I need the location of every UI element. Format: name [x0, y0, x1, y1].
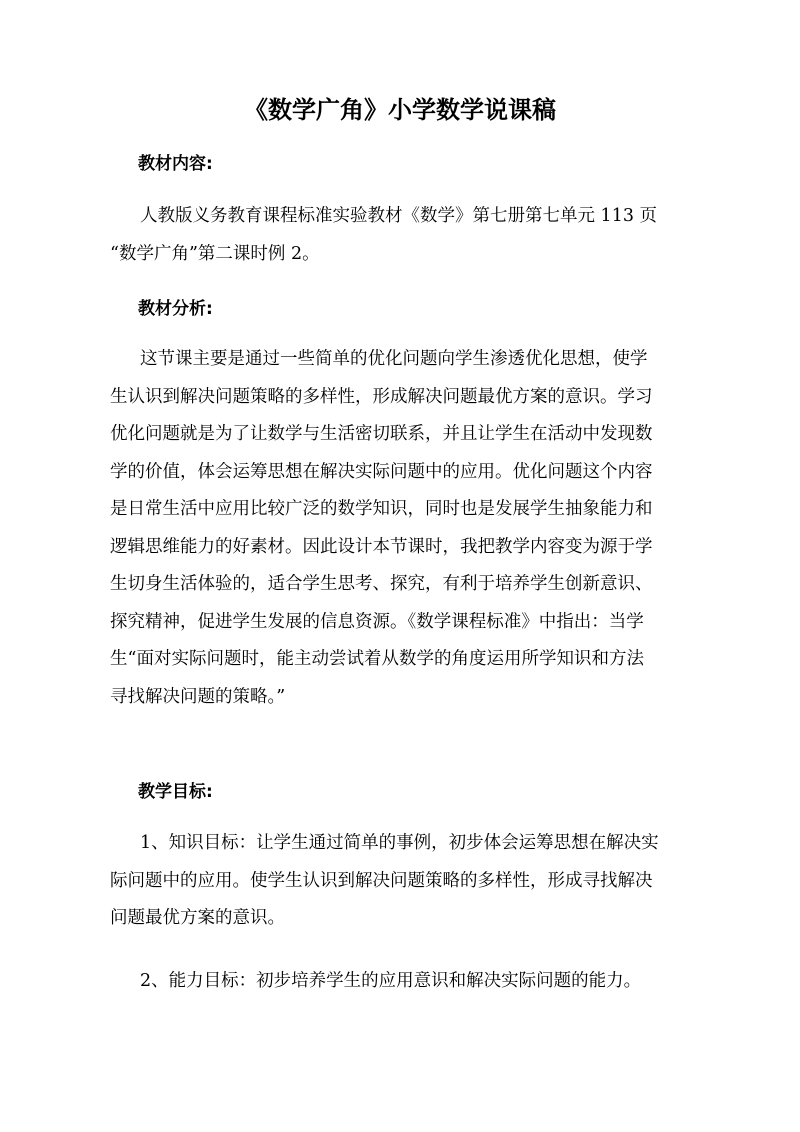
- paragraph-line: 生切身生活体验的，适合学生思考、探究，有利于培养学生创新意识、: [110, 574, 653, 594]
- paragraph-line: 逻辑思维能力的好素材。因此设计本节课时，我把教学内容变为源于学: [110, 536, 653, 557]
- document-title: 《数学广角》小学数学说课稿: [244, 96, 556, 124]
- paragraph-textbook-content: [110, 198, 700, 273]
- paragraph-line: 寻找解决问题的策略。”: [110, 686, 286, 707]
- paragraph-line: 这节课主要是通过一些简单的优化问题向学生渗透优化思想，使学: [140, 349, 648, 369]
- section-heading-textbook-analysis: 教材分析:: [138, 299, 213, 319]
- paragraph-line: 2、能力目标：初步培养学生的应用意识和解决实际问题的能力。: [140, 971, 642, 991]
- paragraph-ability-objective: [110, 963, 700, 1001]
- paragraph-line: 探究精神，促进学生发展的信息资源。《数学课程标准》中指出：当学: [110, 611, 644, 632]
- section-heading-textbook-content: 教材内容:: [138, 154, 213, 174]
- paragraph-knowledge-objective: [110, 825, 700, 938]
- paragraph-line: “数学广角”第二课时例 2。: [110, 243, 320, 264]
- paragraph-line: 优化问题就是为了让数学与生活密切联系，并且让学生在活动中发现数: [110, 424, 653, 444]
- paragraph-line: 生认识到解决问题策略的多样性，形成解决问题最优方案的意识。学习: [110, 386, 653, 407]
- paragraph-line: 人教版义务教育课程标准实验教材《数学》第七册第七单元 113 页: [140, 206, 658, 226]
- paragraph-line: 是日常生活中应用比较广泛的数学知识，同时也是发展学生抽象能力和: [110, 499, 653, 519]
- paragraph-line: 际问题中的应用。使学生认识到解决问题策略的多样性，形成寻找解决: [110, 870, 653, 891]
- paragraph-line: 学的价值，体会运筹思想在解决实际问题中的应用。优化问题这个内容: [110, 461, 653, 482]
- paragraph-line: 问题最优方案的意识。: [110, 908, 285, 928]
- paragraph-line: 生“面对实际问题时，能主动尝试着从数学的角度运用所学知识和方法: [110, 649, 644, 669]
- paragraph-line: 1、知识目标：让学生通过简单的事例，初步体会运筹思想在解决实: [140, 833, 659, 853]
- section-heading-teaching-objectives: 教学目标:: [138, 782, 213, 802]
- paragraph-textbook-analysis: [110, 341, 700, 716]
